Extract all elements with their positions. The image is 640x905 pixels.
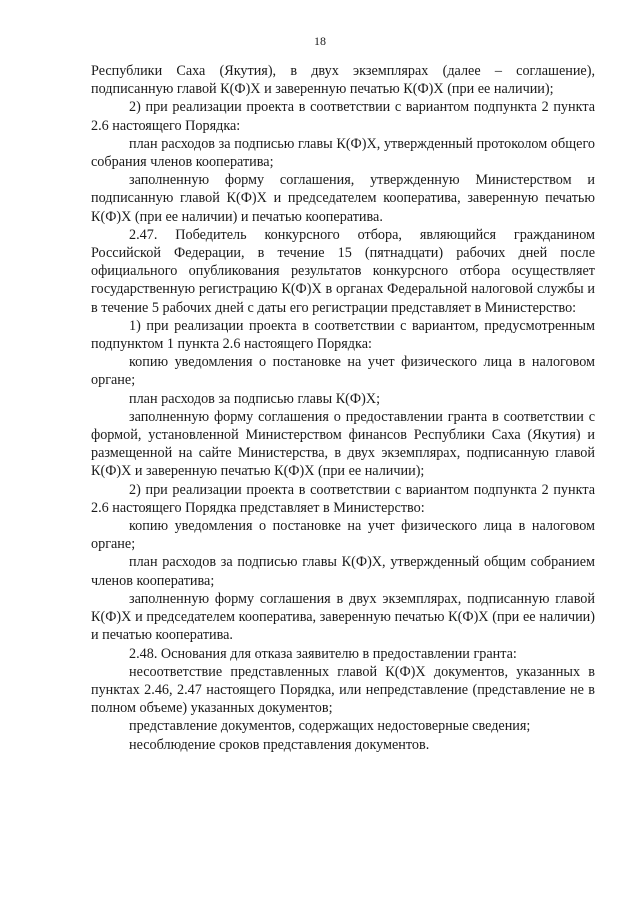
page-number: 18: [314, 34, 326, 48]
paragraph: Республики Саха (Якутия), в двух экземплярах (далее – соглашение), подписанную главой К(Ф)Х и заверенную печатью К(Ф)Х (при ее наличии);: [91, 63, 595, 98]
paragraph: представление документов, содержащих недостоверные сведения;: [129, 718, 531, 735]
paragraph: несоблюдение сроков представления документов.: [129, 736, 430, 753]
paragraph: заполненную форму соглашения, утвержденную Министерством и подписанную главой К(Ф)Х и председателем кооператива, заверенную печатью К(Ф)Х (при ее наличии) и печатью кооператива.: [91, 172, 595, 225]
paragraph: 1) при реализации проекта в соответствии с вариантом, предусмотренным подпунктом 1 пункта 2.6 настоящего Порядка:: [91, 317, 595, 353]
paragraph: 2) при реализации проекта в соответствии с вариантом подпункта 2 пункта 2.6 настоящего Порядка:: [91, 99, 595, 134]
paragraph: заполненную форму соглашения в двух экземплярах, подписанную главой К(Ф)Х и председателем кооператива, заверенную печатью К(Ф)Х (при ее наличии) и печатью кооператива.: [91, 590, 595, 644]
paragraph: копию уведомления о постановке на учет физического лица в налоговом органе;: [91, 354, 595, 389]
paragraph: 2) при реализации проекта в соответствии с вариантом подпункта 2 пункта 2.6 настоящего Порядка представляет в Министерство:: [91, 481, 595, 516]
paragraph: копию уведомления о постановке на учет физического лица в налоговом органе;: [91, 518, 595, 553]
document-body: [91, 62, 595, 754]
paragraph: план расходов за подписью главы К(Ф)Х, утвержденный протоколом общего собрания членов кооператива;: [91, 135, 595, 171]
paragraph: 2.48. Основания для отказа заявителю в предоставлении гранта:: [129, 645, 517, 662]
paragraph: заполненную форму соглашения о предоставлении гранта в соответствии с формой, установленной Министерством финансов Республики Саха (Якутия) и размещенной на сайте Министерства, в двух экземплярах, подписанную главой К(Ф)Х и заверенную печатью К(Ф)Х (при ее наличии);: [91, 408, 595, 480]
paragraph: план расходов за подписью главы К(Ф)Х;: [129, 390, 381, 407]
paragraph: 2.47. Победитель конкурсного отбора, являющийся гражданином Российской Федерации, в течение 15 (пятнадцати) рабочих дней после официального опубликования результатов конкурсного отбора осуществляет государственную регистрацию К(Ф)Х в органах Федеральной налоговой службы и в течение 5 рабочих дней с даты его регистрации представляет в Министерство:: [91, 226, 595, 316]
paragraph: несоответствие представленных главой К(Ф)Х документов, указанных в пунктах 2.46, 2.47 настоящего Порядка, или непредставление (представление не в полном объеме) указанных документов;: [91, 663, 595, 717]
paragraph: план расходов за подписью главы К(Ф)Х, утвержденный общим собранием членов кооператива;: [91, 554, 595, 589]
